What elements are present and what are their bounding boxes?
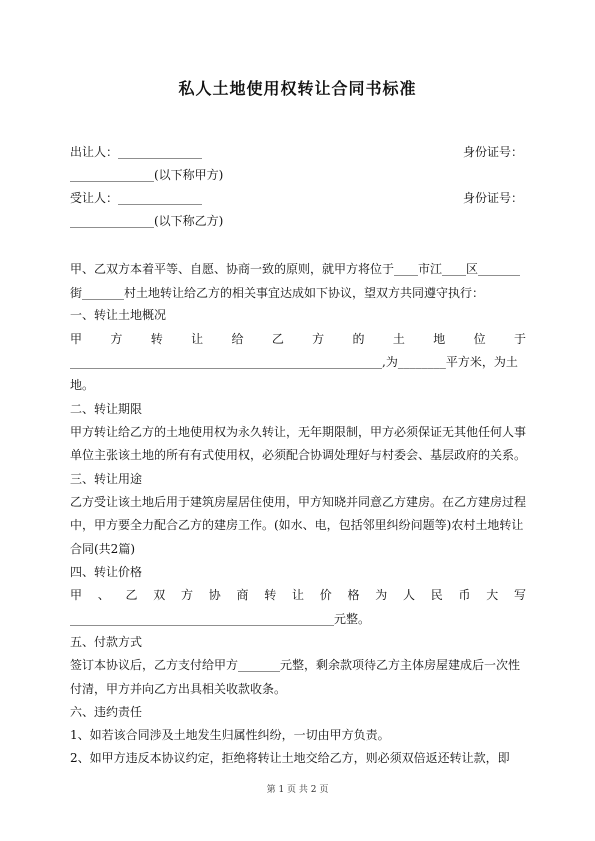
section-3-heading: 三、转让用途 [70,472,143,486]
document-title: 私人土地使用权转让合同书标准 [178,79,417,98]
transferee-label: 受让人：______________ [70,191,203,205]
page-number-footer: 第 1 页 共 2 页 [266,785,329,795]
id-number-label-2: 身份证号： [463,191,524,205]
section-2-line-1: 甲方转让给乙方的土地使用权为永久转让，无年期限制，甲方必须保证无其他任何人事 [70,425,527,439]
transferor-line [70,143,526,160]
party-b-line: ______________(以下称乙方) [70,214,224,228]
section-5-line-2: 付清，甲方并向乙方出具相关收款收条。 [70,682,287,696]
section-1-line-1: 甲 方 转 让 给 乙 方 的 土 地 位 于 [70,332,526,346]
section-1-line-2: ____________________________________________________,为________平方米，为土 [70,355,518,369]
section-2-heading: 二、转让期限 [70,402,143,416]
section-6-heading: 六、违约责任 [70,705,143,719]
section-2-line-2: 单位主张该土地的所有有式使用权，必须配合协调处理好与村委会、基层政府的关系。 [70,448,527,462]
section-3-line-2: 中，甲方要全力配合乙方的建房工作。(如水、电，包括邻里纠纷问题等)农村土地转让 [70,518,524,532]
section-4-heading: 四、转让价格 [70,565,143,579]
section-3-line-3: 合同(共2篇) [70,542,135,556]
transferor-label: 出让人：______________ [70,145,203,159]
section-6-item-2: 2、如甲方违反本协议约定，拒绝将转让土地交给乙方，则必须双倍返还转让款，即 [70,751,510,765]
id-number-label-1: 身份证号： [463,145,524,159]
transferee-line [70,189,526,206]
section-1-line-3: 地。 [70,378,95,392]
party-a-line: ______________(以下称甲方) [70,168,224,182]
section-3-line-1: 乙方受让该土地后用于建筑房屋居住使用，甲方知晓并同意乙方建房。在乙方建房过程 [70,495,527,509]
section-4-line-2: ____________________________________________元整。 [70,612,371,626]
section-5-heading: 五、付款方式 [70,635,143,649]
section-6-item-1: 1、如若该合同涉及土地发生归属性纠纷，一切由甲方负责。 [70,728,390,742]
section-5-line-1: 签订本协议后，乙方支付给甲方_______元整，剩余款项待乙方主体房屋建成后一次性 [70,658,521,672]
section-4-line-1: 甲 、 乙 双 方 协 商 转 让 价 格 为 人 民 币 大 写 [70,588,526,602]
section-1-heading: 一、转让土地概况 [70,308,167,322]
intro-line-1: 甲、乙双方本着平等、自愿、协商一致的原则，就甲方将位于____市江____区_______ [70,262,521,276]
intro-line-2: 街_______村土地转让给乙方的相关事宜达成如下协议，望双方共同遵守执行： [70,286,485,300]
